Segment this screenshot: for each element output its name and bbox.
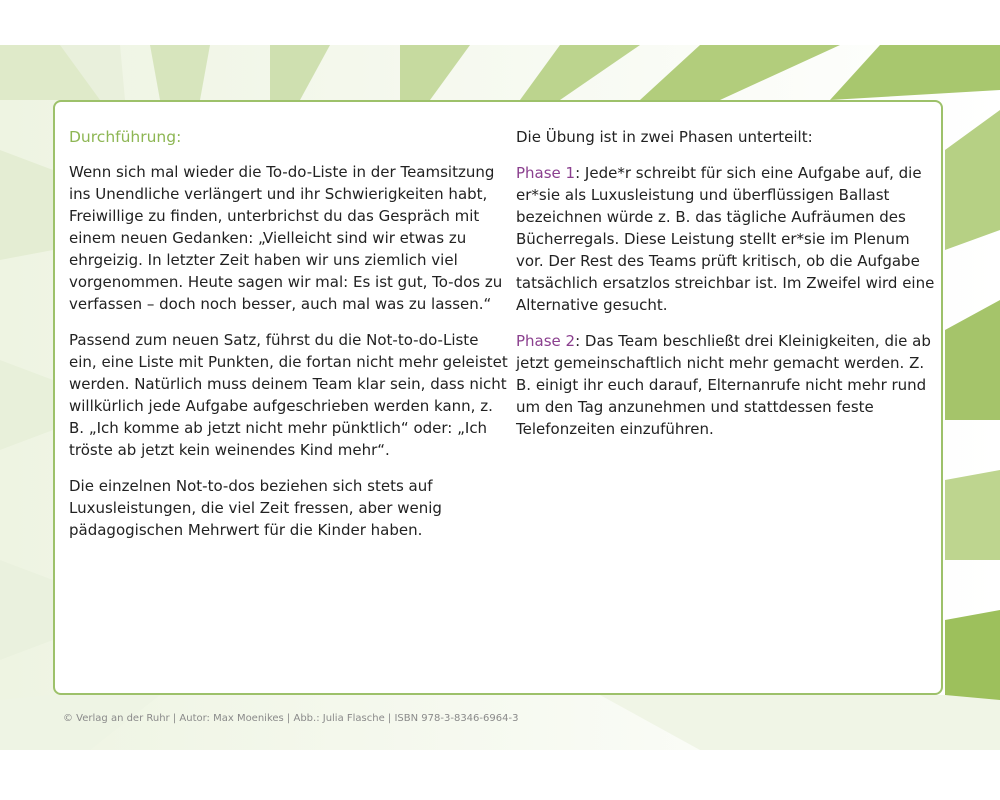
content-card (53, 100, 943, 695)
phase-1-text: : Jede*r schreibt für sich eine Aufgabe auf, die er*sie als Luxusleistung und überflüssigen Ballast bezeichnen würde z. B. das tägliche Aufräumen des Bücherregals. Diese Leistung stellt er*sie im Plenum vor. Der Rest des Teams prüft kritisch, ob die Aufgabe tatsächlich ersatzlos streichbar ist. Im Zweifel wird eine Alternative gesucht. (516, 164, 935, 314)
phases-intro: Die Übung ist in zwei Phasen unterteilt: (516, 128, 813, 146)
paragraph-luxury-tasks: Die einzelnen Not-to-dos beziehen sich stets auf Luxusleistungen, die viel Zeit fressen, aber wenig pädagogischen Mehrwert für die Kinder haben. (69, 477, 442, 539)
section-heading: Durchführung: (69, 128, 182, 146)
copyright-footer: © Verlag an der Ruhr | Autor: Max Moenikes | Abb.: Julia Flasche | ISBN 978-3-8346-6964-3 (63, 713, 519, 724)
phase-2-text: : Das Team beschließt drei Kleinigkeiten, die ab jetzt gemeinschaftlich nicht mehr gemacht werden. Z. B. einigt ihr euch darauf, Elternanrufe nicht mehr rund um den Tag anzunehmen und stattdessen feste Telefonzeiten einzuführen. (516, 332, 931, 438)
paragraph-intro: Wenn sich mal wieder die To-do-Liste in der Teamsitzung ins Unendliche verlängert und ihr Schwierigkeiten habt, Freiwillige zu finden, unterbrichst du das Gespräch mit einem neuen Gedanken: „Vielleicht sind wir etwas zu ehrgeizig. In letzter Zeit haben wir uns ziemlich viel vorgenommen. Heute sagen wir mal: Es ist gut, To-dos zu verfassen – doch noch besser, auch mal was zu lassen.“ (69, 163, 503, 313)
phase-1-paragraph (516, 162, 936, 316)
phase-2-paragraph (516, 330, 936, 440)
right-column (516, 126, 936, 454)
phase-1-label: Phase 1 (516, 164, 576, 182)
paragraph-not-to-do-list: Passend zum neuen Satz, führst du die Not-to-do-Liste ein, eine Liste mit Punkten, die fortan nicht mehr geleistet werden. Natürlich muss deinem Team klar sein, dass nicht willkürlich jede Aufgabe aufgeschrieben werden kann, z. B. „Ich komme ab jetzt nicht mehr pünktlich“ oder: „Ich tröste ab jetzt kein weinendes Kind mehr“. (69, 331, 508, 459)
left-column (69, 126, 509, 555)
phase-2-label: Phase 2 (516, 332, 576, 350)
